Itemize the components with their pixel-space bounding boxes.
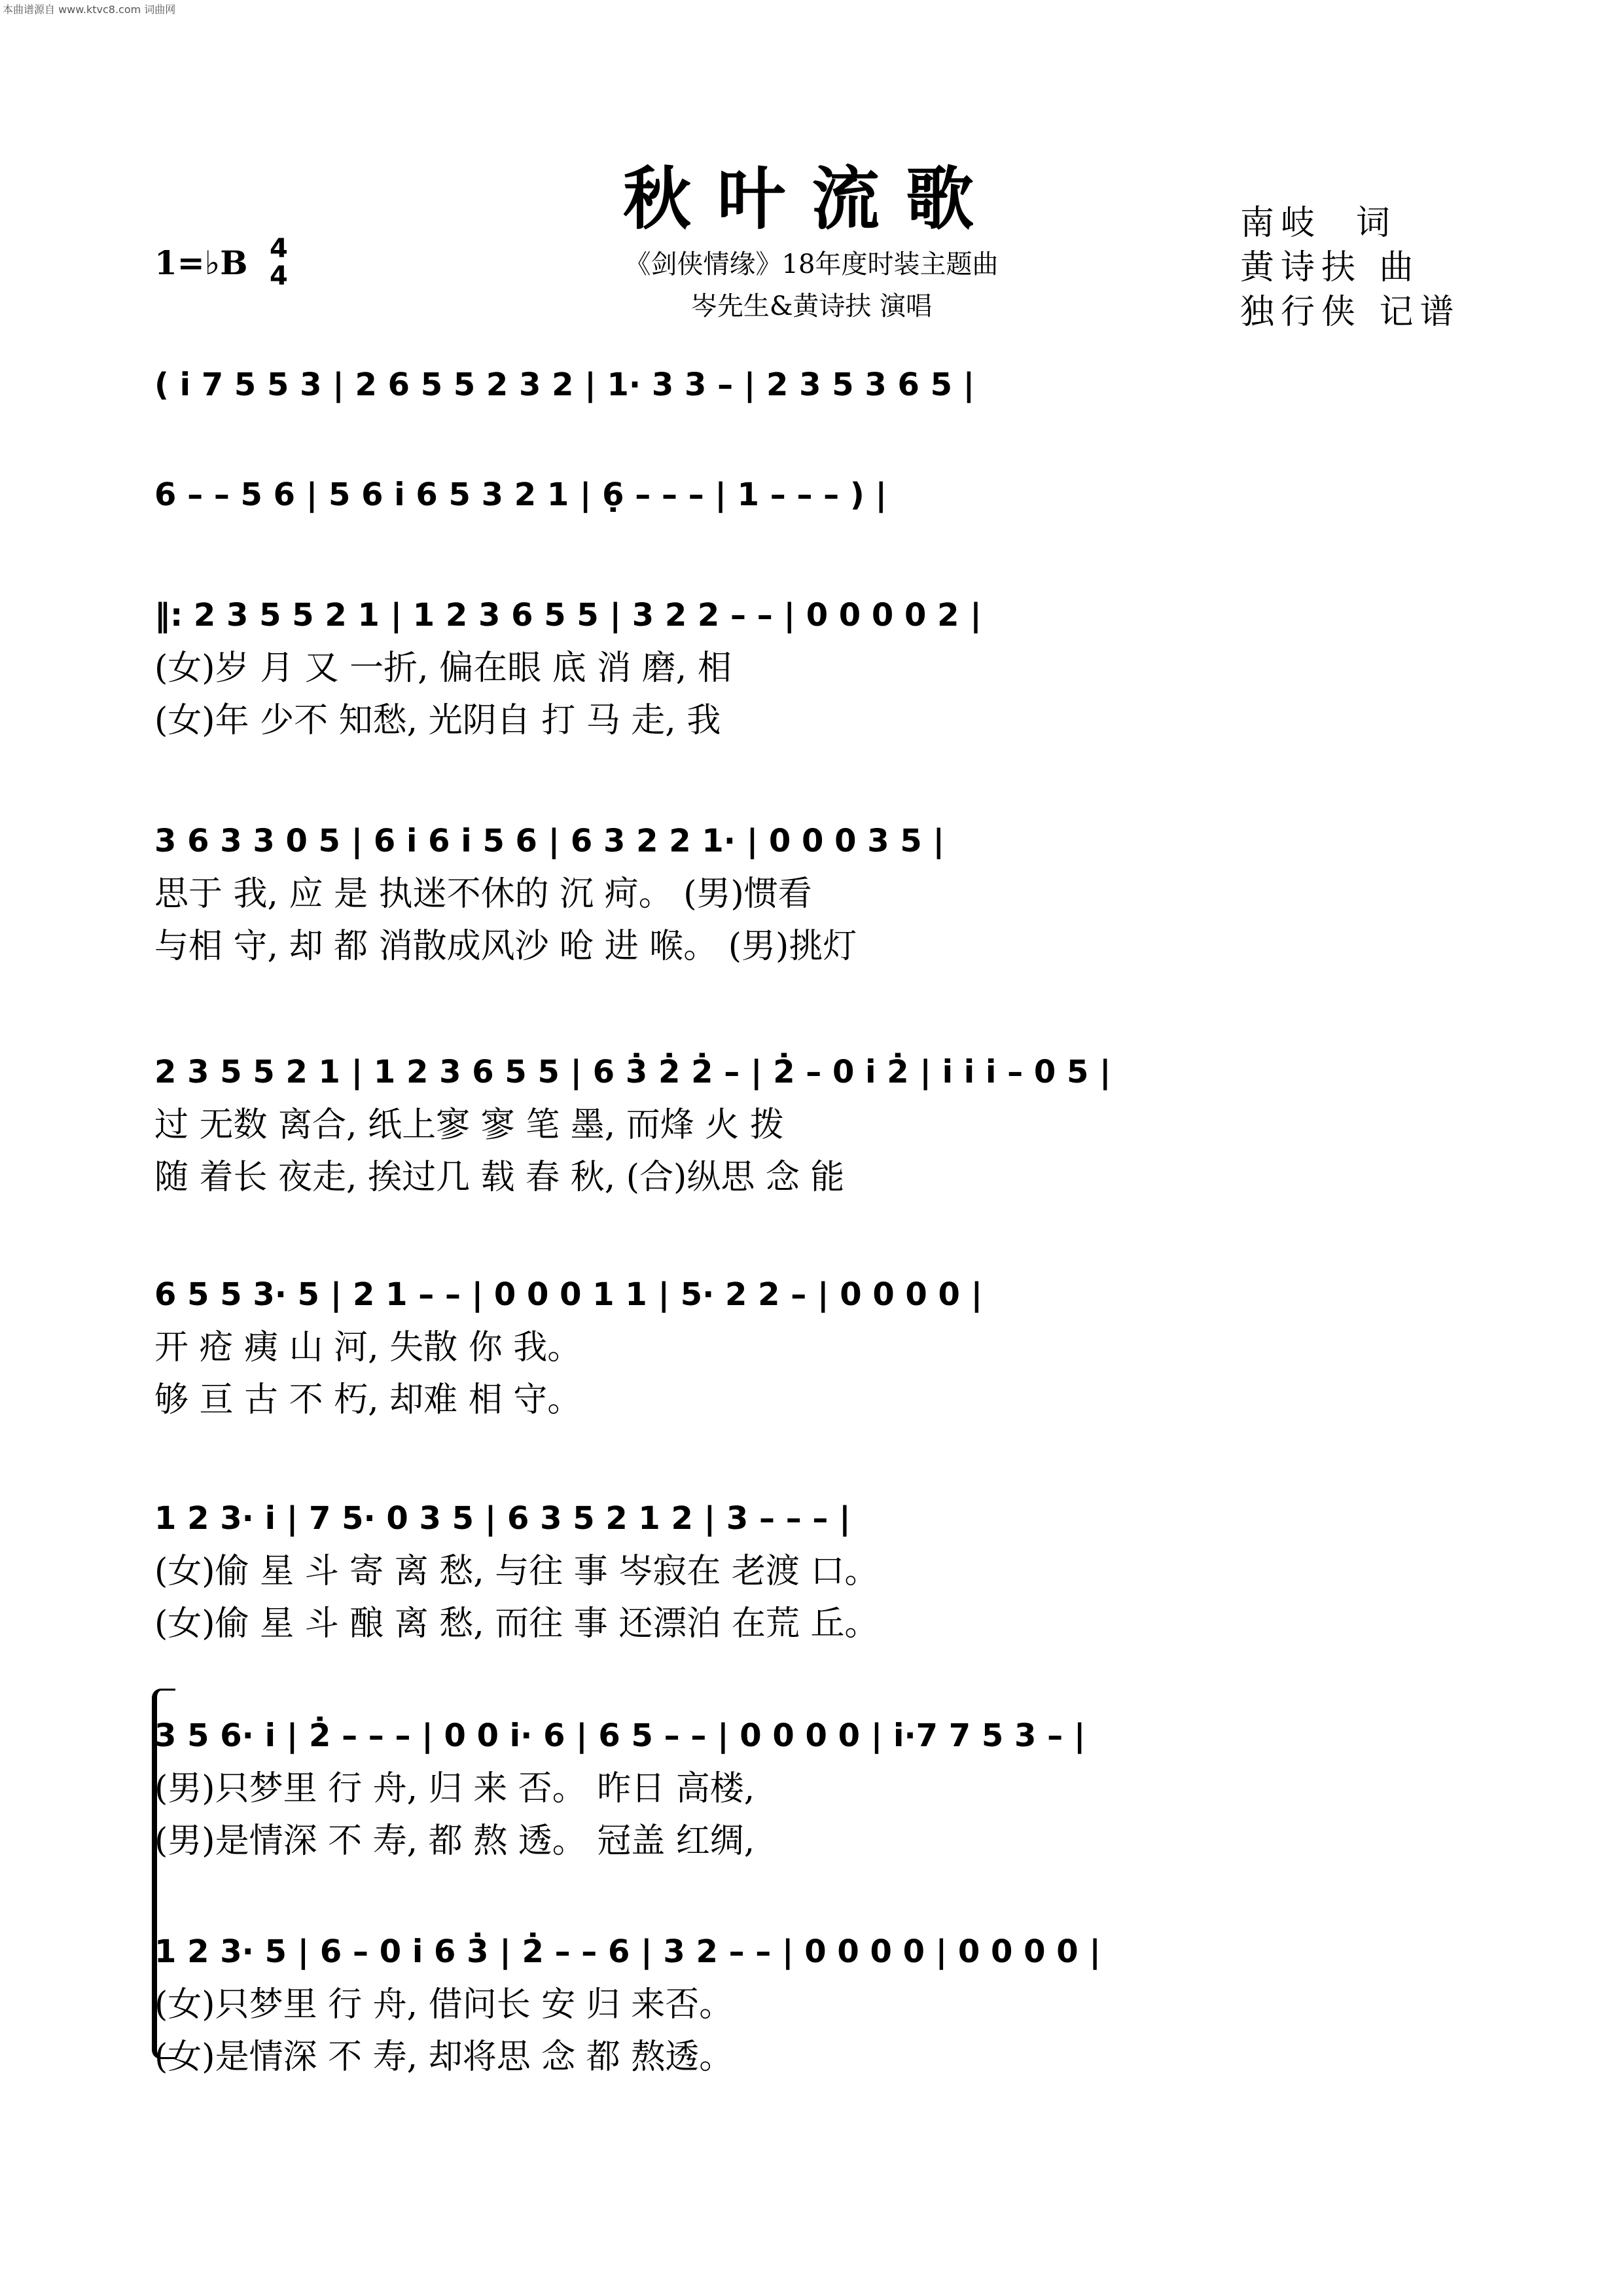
lyric-line-2: (女)年 少不 知愁, 光阴自 打 马 走, 我 <box>154 700 721 740</box>
song-subtitle: 《剑侠情缘》18年度时装主题曲 <box>624 249 999 279</box>
lyric-line-7: 开 疮 痍 山 河, 失散 你 我。 <box>154 1327 582 1367</box>
time-signature-top: 4 <box>270 234 288 264</box>
notation-row-6: 6 5 5 3· 5 | 2 1 – – | 0 0 0 1 1 | 5· 2 2 – | 0 0 0 0 | <box>154 1276 983 1313</box>
lyric-line-4: 与相 守, 却 都 消散成风沙 呛 进 喉。 (男)挑灯 <box>154 926 857 966</box>
notation-row-4: 3 6 3 3 0 5 | 6 i̇ 6 i̇ 5 6 | 6 3 2 2 1· | 0 0 0 3 5 | <box>154 823 945 859</box>
watermark: 本曲谱源自 www.ktvc8.com 词曲网 <box>3 3 176 16</box>
lyric-line-13: (女)只梦里 行 舟, 借问长 安 归 来否。 <box>154 1984 734 2024</box>
lyric-line-10: (女)偷 星 斗 酿 离 愁, 而往 事 还漂泊 在荒 丘。 <box>154 1604 879 1643</box>
lyricist-credit: 南岐 词 <box>1240 204 1397 243</box>
notation-row-1: ( i̇ 7 5 5 3 | 2 6 5 5 2 3 2 | 1· 3 3 – | 2 3 5 3 6 5 | <box>154 367 975 403</box>
notation-row-8: 3 5 6· i̇ | 2̇ – – – | 0 0 i̇· 6 | 6 5 – – | 0 0 0 0 | i̇·7 7 5 3 – | <box>154 1717 1086 1754</box>
notation-row-7: 1 2 3· i̇ | 7 5· 0 3 5 | 6 3 5 2 1 2 | 3 – – – | <box>154 1500 851 1537</box>
lyric-line-14: (女)是情深 不 寿, 却将思 念 都 熬透。 <box>154 2037 734 2077</box>
key-signature: 1=♭B <box>154 243 248 282</box>
lyric-line-3: 思于 我, 应 是 执迷不休的 沉 疴。 (男)惯看 <box>154 874 812 914</box>
lyric-line-8: 够 亘 古 不 朽, 却难 相 守。 <box>154 1380 582 1420</box>
lyric-line-5: 过 无数 离合, 纸上寥 寥 笔 墨, 而烽 火 拨 <box>154 1105 784 1145</box>
lyric-line-6: 随 着长 夜走, 挨过几 载 春 秋, (合)纵思 念 能 <box>154 1157 845 1197</box>
song-title: 秋叶流歌 <box>622 158 1000 239</box>
lyric-line-9: (女)偷 星 斗 寄 离 愁, 与往 事 岑寂在 老渡 口。 <box>154 1551 879 1591</box>
composer-credit: 黄诗扶 曲 <box>1240 248 1420 287</box>
notation-row-9: 1 2 3· 5 | 6 – 0 i̇ 6 3̇ | 2̇ – – 6 | 3 2 – – | 0 0 0 0 | 0 0 0 0 | <box>154 1933 1101 1970</box>
lyric-line-12: (男)是情深 不 寿, 都 熬 透。 冠盖 红绸, <box>154 1821 755 1861</box>
notation-row-2: 6 – – 5 6 | 5 6 i̇ 6 5 3 2 1 | 6̣ – – – | 1 – – – ) | <box>154 476 887 513</box>
notation-row-5: 2 3 5 5 2 1 | 1 2 3 6 5 5 | 6 3̇ 2̇ 2̇ – | 2̇ – 0 i̇ 2̇ | i̇ i̇ i̇ – 0 5 | <box>154 1054 1111 1090</box>
lyric-line-1: (女)岁 月 又 一折, 偏在眼 底 消 磨, 相 <box>154 648 732 688</box>
notation-row-3: ‖: 2 3 5 5 2 1 | 1 2 3 6 5 5 | 3 2 2 – – | 0 0 0 0 2 | <box>154 597 982 634</box>
time-signature-bottom: 4 <box>270 261 288 291</box>
transcriber-credit: 独行侠 记谱 <box>1240 293 1461 332</box>
lyric-line-11: (男)只梦里 行 舟, 归 来 否。 昨日 高楼, <box>154 1768 755 1808</box>
performers: 岑先生&黄诗扶 演唱 <box>690 291 933 321</box>
